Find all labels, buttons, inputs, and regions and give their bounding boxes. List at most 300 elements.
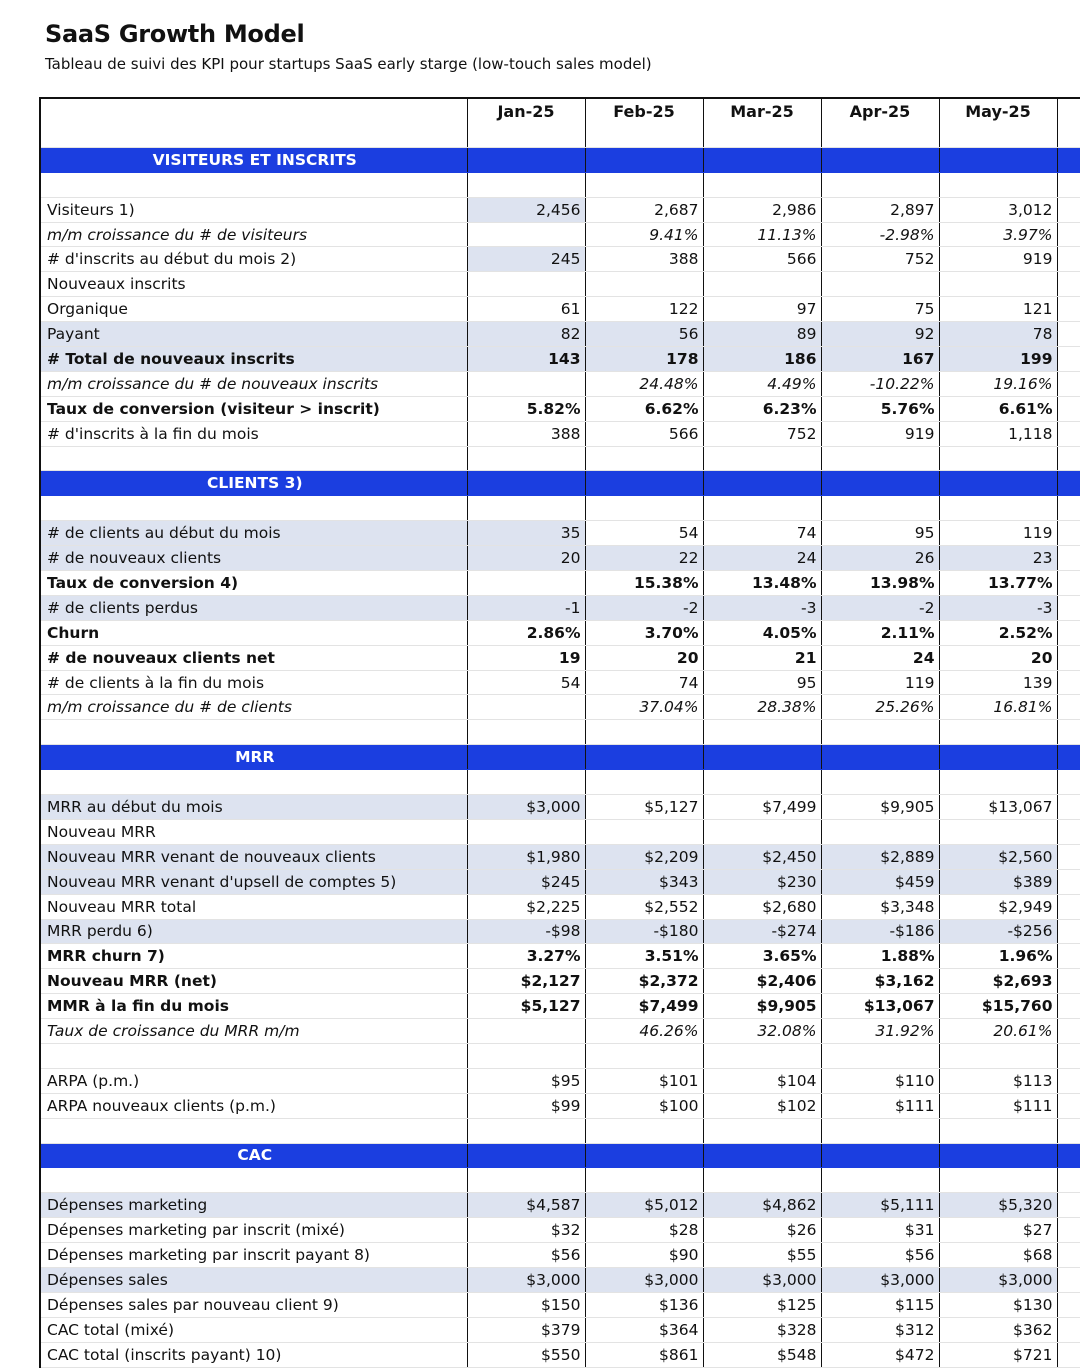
value-cell[interactable]: 24.48% — [585, 371, 703, 396]
value-cell[interactable]: -10.22% — [821, 371, 939, 396]
empty-cell[interactable] — [467, 123, 585, 147]
value-cell[interactable]: 28.38% — [703, 695, 821, 720]
value-cell[interactable]: $230 — [703, 869, 821, 894]
row-label[interactable]: Nouveau MRR (net) — [40, 969, 467, 994]
value-cell[interactable]: 82 — [467, 322, 585, 347]
value-cell[interactable]: 22 — [585, 546, 703, 571]
next-column-cell[interactable] — [1057, 670, 1080, 695]
value-cell[interactable] — [703, 819, 821, 844]
value-cell[interactable]: $3,000 — [939, 1267, 1057, 1292]
empty-cell[interactable] — [821, 1168, 939, 1193]
value-cell[interactable]: $32 — [467, 1218, 585, 1243]
value-cell[interactable]: $3,348 — [821, 894, 939, 919]
value-cell[interactable]: 6.61% — [939, 396, 1057, 421]
empty-cell[interactable] — [939, 1168, 1057, 1193]
row-label[interactable]: MRR churn 7) — [40, 944, 467, 969]
value-cell[interactable]: 167 — [821, 347, 939, 372]
next-column-cell[interactable] — [1057, 1342, 1080, 1367]
empty-cell[interactable] — [585, 770, 703, 795]
value-cell[interactable]: 919 — [939, 247, 1057, 272]
value-cell[interactable]: $15,760 — [939, 994, 1057, 1019]
value-cell[interactable]: -3 — [703, 595, 821, 620]
empty-cell[interactable] — [939, 745, 1057, 770]
value-cell[interactable]: $2,450 — [703, 844, 821, 869]
value-cell[interactable]: $3,000 — [703, 1267, 821, 1292]
value-cell[interactable]: 61 — [467, 297, 585, 322]
value-cell[interactable]: 19.16% — [939, 371, 1057, 396]
value-cell[interactable]: 97 — [703, 297, 821, 322]
value-cell[interactable]: 75 — [821, 297, 939, 322]
value-cell[interactable]: 26 — [821, 546, 939, 571]
empty-cell[interactable] — [939, 720, 1057, 745]
next-column-cell[interactable] — [1057, 1292, 1080, 1317]
next-column-cell[interactable] — [1057, 1243, 1080, 1268]
value-cell[interactable]: 2,456 — [467, 197, 585, 222]
value-cell[interactable]: 919 — [821, 421, 939, 446]
value-cell[interactable]: $2,889 — [821, 844, 939, 869]
value-cell[interactable]: $111 — [939, 1093, 1057, 1118]
value-cell[interactable]: $2,552 — [585, 894, 703, 919]
value-cell[interactable]: $27 — [939, 1218, 1057, 1243]
next-column-cell[interactable] — [1057, 645, 1080, 670]
value-cell[interactable]: 24 — [821, 645, 939, 670]
next-column-cell[interactable] — [1057, 595, 1080, 620]
value-cell[interactable]: 20.61% — [939, 1019, 1057, 1044]
next-column-cell[interactable] — [1057, 546, 1080, 571]
value-cell[interactable]: $99 — [467, 1093, 585, 1118]
value-cell[interactable]: 16.81% — [939, 695, 1057, 720]
empty-cell[interactable] — [703, 1043, 821, 1068]
value-cell[interactable]: $9,905 — [703, 994, 821, 1019]
empty-cell[interactable] — [585, 720, 703, 745]
value-cell[interactable]: 566 — [703, 247, 821, 272]
value-cell[interactable]: 199 — [939, 347, 1057, 372]
empty-cell[interactable] — [703, 123, 821, 147]
value-cell[interactable]: 4.05% — [703, 620, 821, 645]
value-cell[interactable]: $3,000 — [467, 795, 585, 820]
next-column-cell[interactable] — [1057, 720, 1080, 745]
value-cell[interactable]: $7,499 — [703, 795, 821, 820]
empty-cell[interactable] — [40, 770, 467, 795]
next-column-cell[interactable] — [1057, 1143, 1080, 1168]
value-cell[interactable] — [467, 695, 585, 720]
value-cell[interactable]: 2,986 — [703, 197, 821, 222]
row-label[interactable]: # d'inscrits au début du mois 2) — [40, 247, 467, 272]
value-cell[interactable]: 6.23% — [703, 396, 821, 421]
row-label[interactable]: ARPA nouveaux clients (p.m.) — [40, 1093, 467, 1118]
value-cell[interactable]: $362 — [939, 1317, 1057, 1342]
value-cell[interactable] — [467, 222, 585, 247]
next-column-cell[interactable] — [1057, 1068, 1080, 1093]
row-label[interactable]: Taux de conversion 4) — [40, 571, 467, 596]
row-label[interactable]: Dépenses marketing par inscrit (mixé) — [40, 1218, 467, 1243]
empty-cell[interactable] — [703, 770, 821, 795]
row-label[interactable]: Dépenses marketing par inscrit payant 8) — [40, 1243, 467, 1268]
value-cell[interactable]: 752 — [821, 247, 939, 272]
empty-cell[interactable] — [821, 745, 939, 770]
value-cell[interactable]: 15.38% — [585, 571, 703, 596]
empty-cell[interactable] — [40, 720, 467, 745]
value-cell[interactable]: $550 — [467, 1342, 585, 1367]
empty-cell[interactable] — [585, 147, 703, 172]
next-column-cell[interactable] — [1057, 471, 1080, 496]
empty-cell[interactable] — [939, 471, 1057, 496]
value-cell[interactable] — [467, 272, 585, 297]
next-column-cell[interactable] — [1057, 496, 1080, 521]
empty-cell[interactable] — [467, 172, 585, 197]
value-cell[interactable]: $389 — [939, 869, 1057, 894]
value-cell[interactable] — [939, 272, 1057, 297]
empty-cell[interactable] — [821, 1118, 939, 1143]
value-cell[interactable]: $9,905 — [821, 795, 939, 820]
value-cell[interactable]: -$186 — [821, 919, 939, 944]
empty-cell[interactable] — [467, 770, 585, 795]
value-cell[interactable]: 186 — [703, 347, 821, 372]
row-label[interactable]: # d'inscrits à la fin du mois — [40, 421, 467, 446]
row-label[interactable]: Nouveau MRR venant d'upsell de comptes 5) — [40, 869, 467, 894]
empty-cell[interactable] — [703, 172, 821, 197]
value-cell[interactable]: 5.82% — [467, 396, 585, 421]
value-cell[interactable]: 20 — [585, 645, 703, 670]
next-column-cell[interactable] — [1057, 894, 1080, 919]
value-cell[interactable]: 4.49% — [703, 371, 821, 396]
row-label[interactable]: m/m croissance du # de clients — [40, 695, 467, 720]
row-label[interactable]: # de clients à la fin du mois — [40, 670, 467, 695]
value-cell[interactable]: 139 — [939, 670, 1057, 695]
value-cell[interactable]: $5,127 — [585, 795, 703, 820]
value-cell[interactable]: $101 — [585, 1068, 703, 1093]
value-cell[interactable]: $13,067 — [939, 795, 1057, 820]
value-cell[interactable]: 2,687 — [585, 197, 703, 222]
empty-cell[interactable] — [467, 147, 585, 172]
empty-cell[interactable] — [40, 172, 467, 197]
next-column-cell[interactable] — [1057, 819, 1080, 844]
value-cell[interactable]: $110 — [821, 1068, 939, 1093]
value-cell[interactable]: $3,000 — [585, 1267, 703, 1292]
empty-cell[interactable] — [585, 496, 703, 521]
next-column-cell[interactable] — [1057, 247, 1080, 272]
next-column-cell[interactable] — [1057, 770, 1080, 795]
next-column-cell[interactable] — [1057, 969, 1080, 994]
value-cell[interactable]: 245 — [467, 247, 585, 272]
value-cell[interactable]: $3,000 — [821, 1267, 939, 1292]
next-column-cell[interactable] — [1057, 1267, 1080, 1292]
value-cell[interactable] — [939, 819, 1057, 844]
value-cell[interactable]: 3.97% — [939, 222, 1057, 247]
next-column-cell[interactable] — [1057, 446, 1080, 471]
empty-cell[interactable] — [467, 1043, 585, 1068]
month-header-may[interactable]: May-25 — [939, 98, 1057, 123]
row-label[interactable]: CAC total (inscrits payant) 10) — [40, 1342, 467, 1367]
empty-cell[interactable] — [821, 1043, 939, 1068]
empty-cell[interactable] — [467, 720, 585, 745]
empty-cell[interactable] — [939, 172, 1057, 197]
empty-cell[interactable] — [939, 446, 1057, 471]
value-cell[interactable]: $459 — [821, 869, 939, 894]
value-cell[interactable]: $90 — [585, 1243, 703, 1268]
value-cell[interactable]: 388 — [585, 247, 703, 272]
empty-cell[interactable] — [703, 1168, 821, 1193]
value-cell[interactable]: 74 — [703, 521, 821, 546]
empty-cell[interactable] — [467, 1168, 585, 1193]
value-cell[interactable]: $55 — [703, 1243, 821, 1268]
next-column-cell[interactable] — [1057, 521, 1080, 546]
value-cell[interactable]: -$274 — [703, 919, 821, 944]
empty-cell[interactable] — [40, 1168, 467, 1193]
empty-cell[interactable] — [467, 1143, 585, 1168]
row-label[interactable]: # de clients au début du mois — [40, 521, 467, 546]
value-cell[interactable]: 25.26% — [821, 695, 939, 720]
empty-cell[interactable] — [821, 446, 939, 471]
next-column-cell[interactable] — [1057, 322, 1080, 347]
empty-cell[interactable] — [821, 471, 939, 496]
value-cell[interactable]: 11.13% — [703, 222, 821, 247]
value-cell[interactable]: $100 — [585, 1093, 703, 1118]
empty-cell[interactable] — [40, 1043, 467, 1068]
row-label[interactable]: CAC total (mixé) — [40, 1317, 467, 1342]
empty-cell[interactable] — [821, 172, 939, 197]
value-cell[interactable]: $328 — [703, 1317, 821, 1342]
empty-cell[interactable] — [585, 1118, 703, 1143]
value-cell[interactable]: 95 — [821, 521, 939, 546]
next-column-cell[interactable] — [1057, 123, 1080, 147]
next-column-cell[interactable] — [1057, 620, 1080, 645]
row-label[interactable]: m/m croissance du # de visiteurs — [40, 222, 467, 247]
next-column-cell[interactable] — [1057, 1118, 1080, 1143]
next-column-cell[interactable] — [1057, 222, 1080, 247]
value-cell[interactable]: $5,111 — [821, 1193, 939, 1218]
next-column-cell[interactable] — [1057, 869, 1080, 894]
empty-cell[interactable] — [939, 770, 1057, 795]
empty-cell[interactable] — [821, 720, 939, 745]
value-cell[interactable]: 178 — [585, 347, 703, 372]
value-cell[interactable]: -3 — [939, 595, 1057, 620]
next-column-cell[interactable] — [1057, 745, 1080, 770]
value-cell[interactable]: 122 — [585, 297, 703, 322]
row-label[interactable]: m/m croissance du # de nouveaux inscrits — [40, 371, 467, 396]
value-cell[interactable] — [585, 819, 703, 844]
empty-cell[interactable] — [703, 1143, 821, 1168]
next-column-cell[interactable] — [1057, 1019, 1080, 1044]
value-cell[interactable]: 1.96% — [939, 944, 1057, 969]
value-cell[interactable]: 13.77% — [939, 571, 1057, 596]
value-cell[interactable]: $125 — [703, 1292, 821, 1317]
value-cell[interactable]: 31.92% — [821, 1019, 939, 1044]
row-label[interactable]: Churn — [40, 620, 467, 645]
empty-cell[interactable] — [585, 1143, 703, 1168]
value-cell[interactable]: 143 — [467, 347, 585, 372]
value-cell[interactable]: 2,897 — [821, 197, 939, 222]
empty-cell[interactable] — [585, 1168, 703, 1193]
value-cell[interactable]: 3.27% — [467, 944, 585, 969]
value-cell[interactable]: $861 — [585, 1342, 703, 1367]
empty-cell[interactable] — [939, 1143, 1057, 1168]
value-cell[interactable]: 92 — [821, 322, 939, 347]
value-cell[interactable]: 20 — [467, 546, 585, 571]
value-cell[interactable]: $104 — [703, 1068, 821, 1093]
value-cell[interactable]: $2,680 — [703, 894, 821, 919]
value-cell[interactable]: 5.76% — [821, 396, 939, 421]
empty-cell[interactable] — [939, 123, 1057, 147]
value-cell[interactable]: 23 — [939, 546, 1057, 571]
value-cell[interactable] — [467, 819, 585, 844]
value-cell[interactable] — [821, 272, 939, 297]
row-label[interactable]: Dépenses marketing — [40, 1193, 467, 1218]
value-cell[interactable]: 6.62% — [585, 396, 703, 421]
value-cell[interactable] — [467, 371, 585, 396]
empty-cell[interactable] — [585, 172, 703, 197]
value-cell[interactable]: 95 — [703, 670, 821, 695]
value-cell[interactable]: $343 — [585, 869, 703, 894]
section-title[interactable]: MRR — [40, 745, 467, 770]
empty-cell[interactable] — [703, 720, 821, 745]
value-cell[interactable]: 35 — [467, 521, 585, 546]
next-column-cell[interactable] — [1057, 421, 1080, 446]
value-cell[interactable]: $31 — [821, 1218, 939, 1243]
value-cell[interactable]: 3.51% — [585, 944, 703, 969]
header-label-cell[interactable] — [40, 98, 467, 123]
value-cell[interactable]: 20 — [939, 645, 1057, 670]
value-cell[interactable]: $68 — [939, 1243, 1057, 1268]
value-cell[interactable]: $379 — [467, 1317, 585, 1342]
empty-cell[interactable] — [40, 446, 467, 471]
value-cell[interactable]: $113 — [939, 1068, 1057, 1093]
value-cell[interactable] — [821, 819, 939, 844]
row-label[interactable]: Nouveau MRR — [40, 819, 467, 844]
value-cell[interactable]: 119 — [821, 670, 939, 695]
value-cell[interactable]: 56 — [585, 322, 703, 347]
value-cell[interactable]: 89 — [703, 322, 821, 347]
value-cell[interactable] — [467, 571, 585, 596]
value-cell[interactable]: $115 — [821, 1292, 939, 1317]
empty-cell[interactable] — [585, 1043, 703, 1068]
empty-cell[interactable] — [821, 123, 939, 147]
next-column-cell[interactable] — [1057, 371, 1080, 396]
value-cell[interactable]: 2.52% — [939, 620, 1057, 645]
value-cell[interactable]: 3.65% — [703, 944, 821, 969]
value-cell[interactable]: $721 — [939, 1342, 1057, 1367]
value-cell[interactable]: 78 — [939, 322, 1057, 347]
value-cell[interactable]: $111 — [821, 1093, 939, 1118]
value-cell[interactable]: $5,012 — [585, 1193, 703, 1218]
section-title[interactable]: CLIENTS 3) — [40, 471, 467, 496]
next-column-cell[interactable] — [1057, 347, 1080, 372]
value-cell[interactable]: 2.86% — [467, 620, 585, 645]
value-cell[interactable]: -$256 — [939, 919, 1057, 944]
empty-cell[interactable] — [585, 446, 703, 471]
row-label[interactable]: MRR perdu 6) — [40, 919, 467, 944]
value-cell[interactable]: $4,862 — [703, 1193, 821, 1218]
empty-cell[interactable] — [585, 471, 703, 496]
next-column-cell[interactable] — [1057, 1218, 1080, 1243]
row-label[interactable]: Taux de croissance du MRR m/m — [40, 1019, 467, 1044]
month-header-mar[interactable]: Mar-25 — [703, 98, 821, 123]
value-cell[interactable]: -2.98% — [821, 222, 939, 247]
section-title[interactable]: VISITEURS ET INSCRITS — [40, 147, 467, 172]
value-cell[interactable]: -1 — [467, 595, 585, 620]
value-cell[interactable]: 24 — [703, 546, 821, 571]
row-label[interactable]: # Total de nouveaux inscrits — [40, 347, 467, 372]
next-column-cell[interactable] — [1057, 98, 1080, 123]
next-column-cell[interactable] — [1057, 1193, 1080, 1218]
next-column-cell[interactable] — [1057, 994, 1080, 1019]
value-cell[interactable]: 1.88% — [821, 944, 939, 969]
value-cell[interactable]: 13.48% — [703, 571, 821, 596]
empty-cell[interactable] — [585, 745, 703, 770]
row-label[interactable]: Dépenses sales — [40, 1267, 467, 1292]
row-label[interactable]: Visiteurs 1) — [40, 197, 467, 222]
empty-cell[interactable] — [467, 471, 585, 496]
row-label[interactable]: Organique — [40, 297, 467, 322]
row-label[interactable]: Nouveau MRR venant de nouveaux clients — [40, 844, 467, 869]
next-column-cell[interactable] — [1057, 844, 1080, 869]
next-column-cell[interactable] — [1057, 795, 1080, 820]
value-cell[interactable]: $2,406 — [703, 969, 821, 994]
next-column-cell[interactable] — [1057, 147, 1080, 172]
value-cell[interactable]: $7,499 — [585, 994, 703, 1019]
next-column-cell[interactable] — [1057, 396, 1080, 421]
value-cell[interactable]: 752 — [703, 421, 821, 446]
value-cell[interactable]: $13,067 — [821, 994, 939, 1019]
empty-cell[interactable] — [703, 147, 821, 172]
empty-cell[interactable] — [703, 1118, 821, 1143]
value-cell[interactable]: $1,980 — [467, 844, 585, 869]
month-header-jan[interactable]: Jan-25 — [467, 98, 585, 123]
empty-cell[interactable] — [703, 446, 821, 471]
value-cell[interactable]: 54 — [467, 670, 585, 695]
value-cell[interactable]: 32.08% — [703, 1019, 821, 1044]
value-cell[interactable]: $28 — [585, 1218, 703, 1243]
value-cell[interactable]: 3.70% — [585, 620, 703, 645]
empty-cell[interactable] — [939, 1118, 1057, 1143]
value-cell[interactable]: $548 — [703, 1342, 821, 1367]
section-title[interactable]: CAC — [40, 1143, 467, 1168]
row-label[interactable]: Payant — [40, 322, 467, 347]
value-cell[interactable]: 121 — [939, 297, 1057, 322]
value-cell[interactable]: $2,209 — [585, 844, 703, 869]
empty-cell[interactable] — [939, 496, 1057, 521]
value-cell[interactable]: $245 — [467, 869, 585, 894]
value-cell[interactable]: 19 — [467, 645, 585, 670]
empty-cell[interactable] — [703, 745, 821, 770]
empty-cell[interactable] — [467, 1118, 585, 1143]
value-cell[interactable]: 13.98% — [821, 571, 939, 596]
value-cell[interactable]: $102 — [703, 1093, 821, 1118]
value-cell[interactable]: $26 — [703, 1218, 821, 1243]
next-column-cell[interactable] — [1057, 919, 1080, 944]
empty-cell[interactable] — [585, 123, 703, 147]
value-cell[interactable]: $3,000 — [467, 1267, 585, 1292]
value-cell[interactable]: 9.41% — [585, 222, 703, 247]
value-cell[interactable] — [467, 1019, 585, 1044]
next-column-cell[interactable] — [1057, 695, 1080, 720]
value-cell[interactable]: $56 — [467, 1243, 585, 1268]
next-column-cell[interactable] — [1057, 1093, 1080, 1118]
value-cell[interactable]: 54 — [585, 521, 703, 546]
row-label[interactable]: Nouveaux inscrits — [40, 272, 467, 297]
value-cell[interactable]: 2.11% — [821, 620, 939, 645]
value-cell[interactable]: $2,225 — [467, 894, 585, 919]
value-cell[interactable]: 3,012 — [939, 197, 1057, 222]
value-cell[interactable]: $136 — [585, 1292, 703, 1317]
next-column-cell[interactable] — [1057, 272, 1080, 297]
value-cell[interactable]: $2,372 — [585, 969, 703, 994]
value-cell[interactable]: $5,320 — [939, 1193, 1057, 1218]
row-label[interactable]: MMR à la fin du mois — [40, 994, 467, 1019]
empty-cell[interactable] — [40, 1118, 467, 1143]
value-cell[interactable]: $5,127 — [467, 994, 585, 1019]
row-label[interactable]: Nouveau MRR total — [40, 894, 467, 919]
